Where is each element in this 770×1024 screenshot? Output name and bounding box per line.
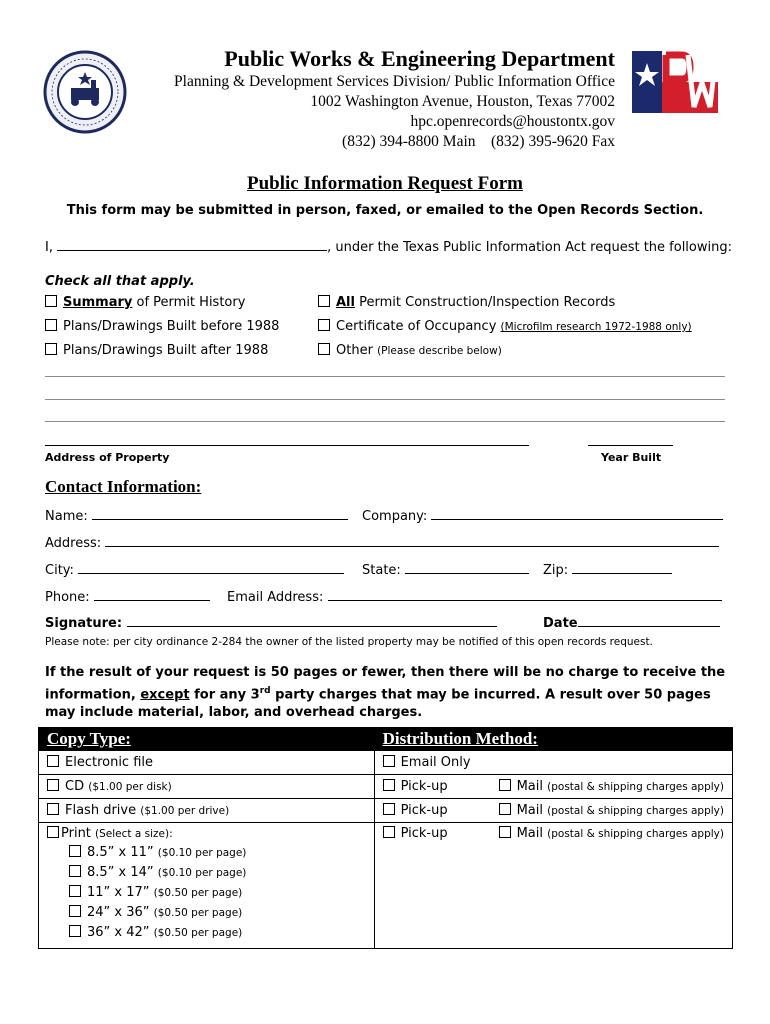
- certificate-checkbox[interactable]: [318, 319, 330, 331]
- phone-line: (832) 394-8800 Main (832) 395-9620 Fax: [342, 133, 615, 150]
- flash-checkbox[interactable]: [47, 803, 59, 815]
- company-label: Company:: [362, 509, 428, 524]
- state-field[interactable]: [405, 561, 529, 574]
- charges-text-2: for any 3: [189, 687, 260, 703]
- address-line: 1002 Washington Avenue, Houston, Texas 77002: [310, 93, 615, 110]
- all-label-bold: All: [336, 295, 355, 310]
- print-pickup-checkbox[interactable]: [383, 826, 395, 838]
- email-label: Email Address:: [227, 590, 324, 605]
- size-price: ($0.50 per page): [153, 927, 243, 939]
- cd-mail-checkbox[interactable]: [499, 779, 511, 791]
- flash-mail-note: (postal & shipping charges apply): [547, 805, 724, 817]
- city-label: City:: [45, 563, 74, 578]
- name-label: Name:: [45, 509, 88, 524]
- cd-label: CD: [65, 779, 85, 794]
- form-subtitle: This form may be submitted in person, faxed, or emailed to the Open Records Section.: [66, 203, 704, 218]
- name-field[interactable]: [92, 507, 348, 520]
- email-only-label: Email Only: [400, 755, 471, 770]
- year-built-field[interactable]: [588, 445, 673, 446]
- size-price: ($0.10 per page): [157, 847, 247, 859]
- description-line-1[interactable]: [45, 376, 725, 377]
- charges-except: except: [140, 687, 190, 703]
- option-plans-after[interactable]: [45, 343, 268, 358]
- signature-field[interactable]: [127, 614, 497, 627]
- option-certificate[interactable]: [318, 319, 692, 334]
- city-seal: [43, 50, 127, 134]
- size-price: ($0.50 per page): [153, 907, 243, 919]
- print-pickup-label: Pick-up: [400, 826, 448, 841]
- cd-mail-note: (postal & shipping charges apply): [547, 781, 724, 793]
- all-label: Permit Construction/Inspection Records: [354, 295, 616, 310]
- size-option[interactable]: [69, 923, 366, 943]
- distribution-header: Distribution Method:: [374, 728, 732, 751]
- phone-field[interactable]: [94, 588, 210, 601]
- email-line: hpc.openrecords@houstontx.gov: [410, 113, 615, 130]
- company-field[interactable]: [431, 507, 723, 520]
- charges-sup: rd: [259, 686, 271, 696]
- electronic-checkbox[interactable]: [47, 755, 59, 767]
- certificate-note: (Microfilm research 1972-1988 only): [500, 321, 692, 333]
- charges-text-1: If the result of your request is 50 pages or fewer, then there will be no charge to receive the information,: [45, 665, 726, 703]
- state-label: State:: [362, 563, 401, 578]
- form-title: Public Information Request Form: [246, 173, 523, 194]
- table-row: [39, 799, 733, 823]
- electronic-label: Electronic file: [65, 755, 154, 770]
- option-summary[interactable]: [45, 295, 245, 310]
- size-option[interactable]: [69, 863, 366, 883]
- size-label: 24” x 36”: [87, 905, 150, 920]
- size-option[interactable]: [69, 903, 366, 923]
- signature-label: Signature:: [45, 616, 123, 631]
- size-label: 8.5” x 14”: [87, 865, 154, 880]
- pw-logo: [630, 49, 720, 115]
- summary-checkbox[interactable]: [45, 295, 57, 307]
- size-label: 8.5” x 11”: [87, 845, 154, 860]
- print-checkbox[interactable]: [47, 826, 59, 838]
- zip-field[interactable]: [572, 561, 672, 574]
- address-label: Address:: [45, 536, 102, 551]
- email-field[interactable]: [328, 588, 722, 601]
- table-row: [39, 823, 733, 949]
- date-field[interactable]: [578, 614, 720, 627]
- plans-after-checkbox[interactable]: [45, 343, 57, 355]
- requester-name-field[interactable]: [57, 238, 327, 251]
- cd-price: ($1.00 per disk): [88, 781, 172, 793]
- copy-distribution-table: [38, 727, 733, 949]
- cd-pickup-label: Pick-up: [400, 779, 448, 794]
- size-checkbox[interactable]: [69, 885, 81, 897]
- plans-after-label: Plans/Drawings Built after 1988: [63, 343, 269, 358]
- size-label: 36” x 42”: [87, 925, 150, 940]
- charges-paragraph: [45, 664, 735, 722]
- property-address-field[interactable]: [45, 445, 529, 446]
- print-mail-label: Mail: [516, 826, 543, 841]
- size-price: ($0.10 per page): [157, 867, 247, 879]
- cd-checkbox[interactable]: [47, 779, 59, 791]
- summary-label: of Permit History: [132, 295, 246, 310]
- plans-before-label: Plans/Drawings Built before 1988: [63, 319, 280, 334]
- request-suffix: , under the Texas Public Information Act request the following:: [327, 240, 732, 255]
- pw-logo-icon: [630, 49, 720, 115]
- phone-label: Phone:: [45, 590, 90, 605]
- table-row: [39, 775, 733, 799]
- description-line-2[interactable]: [45, 399, 725, 400]
- summary-label-bold: Summary: [63, 295, 133, 310]
- other-note: (Please describe below): [377, 345, 502, 357]
- option-other[interactable]: [318, 343, 502, 358]
- copy-type-header: Copy Type:: [39, 728, 375, 751]
- option-plans-before[interactable]: [45, 319, 279, 334]
- flash-mail-label: Mail: [516, 803, 543, 818]
- size-label: 11” x 17”: [87, 885, 150, 900]
- zip-label: Zip:: [543, 563, 569, 578]
- date-label: Date: [543, 616, 578, 631]
- flash-label: Flash drive: [65, 803, 137, 818]
- cd-pickup-checkbox[interactable]: [383, 779, 395, 791]
- print-label: Print: [61, 826, 91, 841]
- request-prefix: I,: [45, 240, 53, 255]
- city-field[interactable]: [78, 561, 344, 574]
- year-built-label: Year Built: [601, 451, 662, 464]
- city-seal-icon: [43, 50, 127, 134]
- property-address-label: Address of Property: [45, 451, 170, 464]
- flash-pickup-checkbox[interactable]: [383, 803, 395, 815]
- description-line-3[interactable]: [45, 421, 725, 422]
- size-checkbox[interactable]: [69, 925, 81, 937]
- check-all-instruction: Check all that apply.: [45, 274, 195, 289]
- address-field[interactable]: [105, 534, 719, 547]
- option-all-records[interactable]: [318, 295, 615, 310]
- department-title: Public Works & Engineering Department: [224, 46, 615, 71]
- all-records-checkbox[interactable]: [318, 295, 330, 307]
- flash-price: ($1.00 per drive): [140, 805, 230, 817]
- cd-mail-label: Mail: [516, 779, 543, 794]
- contact-heading: Contact Information:: [45, 477, 202, 496]
- size-option[interactable]: [69, 883, 366, 903]
- print-mail-note: (postal & shipping charges apply): [547, 828, 724, 840]
- size-checkbox[interactable]: [69, 845, 81, 857]
- flash-pickup-label: Pick-up: [400, 803, 448, 818]
- size-option[interactable]: [69, 843, 366, 863]
- flash-mail-checkbox[interactable]: [499, 803, 511, 815]
- email-only-checkbox[interactable]: [383, 755, 395, 767]
- size-checkbox[interactable]: [69, 865, 81, 877]
- other-label: Other: [336, 343, 373, 358]
- division-line: Planning & Development Services Division/ Public Information Office: [174, 73, 615, 90]
- certificate-label: Certificate of Occupancy: [336, 319, 497, 334]
- charges-text-3: party charges that may be incurred. A result over 50 pages may include material, labor, and overhead charges.: [45, 687, 711, 721]
- table-row: [39, 751, 733, 775]
- size-checkbox[interactable]: [69, 905, 81, 917]
- other-checkbox[interactable]: [318, 343, 330, 355]
- table-header-row: [39, 728, 733, 751]
- plans-before-checkbox[interactable]: [45, 319, 57, 331]
- size-price: ($0.50 per page): [153, 887, 243, 899]
- print-mail-checkbox[interactable]: [499, 826, 511, 838]
- ordinance-note: Please note: per city ordinance 2-284 the owner of the listed property may be notified of this open records request.: [45, 636, 653, 648]
- print-note: (Select a size):: [95, 828, 173, 840]
